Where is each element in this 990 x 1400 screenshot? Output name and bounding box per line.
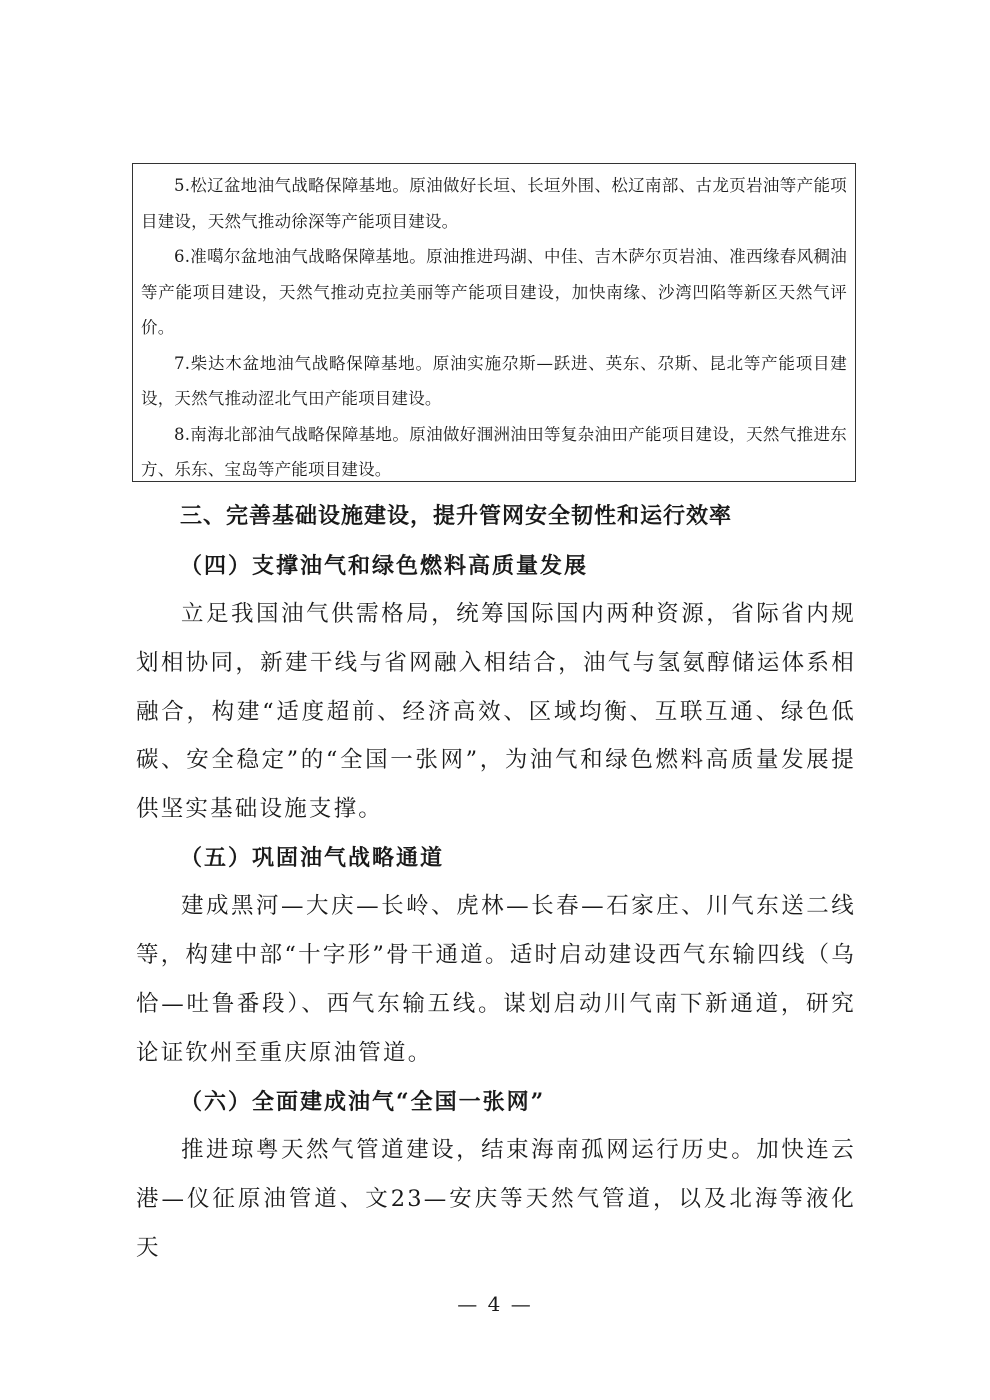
subsection-title-6: （六）全面建成油气“全国一张网” [180,1088,546,1115]
paragraph-5: 建成黑河—大庆—长岭、虎林—长春—石家庄、川气东送二线等，构建中部“十字形”骨干通道。适时启动建设西气东输四线（乌恰—吐鲁番段）、西气东输五线。谋划启动川气南下新通道，研究论证钦州至重庆原油管道。 [136,893,856,1066]
list-item: 7.柴达木盆地油气战略保障基地。原油实施尕斯—跃进、英东、尕斯、昆北等产能项目建设，天然气推动涩北气田产能项目建设。 [141,353,847,408]
list-item: 6.准噶尔盆地油气战略保障基地。原油推进玛湖、中佳、吉木萨尔页岩油、准西缘春风稠油等产能项目建设，天然气推动克拉美丽等产能项目建设，加快南缘、沙湾凹陷等新区天然气评价。 [141,247,847,337]
subsection-title-5: （五）巩固油气战略通道 [180,844,445,871]
list-item: 8.南海北部油气战略保障基地。原油做好涠洲油田等复杂油田产能项目建设，天然气推进东方、乐东、宝岛等产能项目建设。 [141,424,847,479]
page-number: — 4 — [457,1292,533,1316]
paragraph-4: 立足我国油气供需格局，统筹国际国内两种资源，省际省内规划相协同，新建干线与省网融入相结合，油气与氢氨醇储运体系相融合，构建“适度超前、经济高效、区域均衡、互联互通、绿色低碳、安全稳定”的“全国一张网”，为油气和绿色燃料高质量发展提供坚实基础设施支撑。 [136,601,856,823]
subsection-title-4: （四）支撑油气和绿色燃料高质量发展 [180,552,589,579]
paragraph-6: 推进琼粤天然气管道建设，结束海南孤网运行历史。加快连云港—仪征原油管道、文23—安庆等天然气管道，以及北海等液化天 [136,1137,856,1261]
section-heading: 三、完善基础设施建设，提升管网安全韧性和运行效率 [180,504,733,529]
bases-list-box [132,163,856,482]
main-content [136,493,856,1273]
list-item: 5.松辽盆地油气战略保障基地。原油做好长垣、长垣外围、松辽南部、古龙页岩油等产能项目建设，天然气推动徐深等产能项目建设。 [141,176,847,231]
